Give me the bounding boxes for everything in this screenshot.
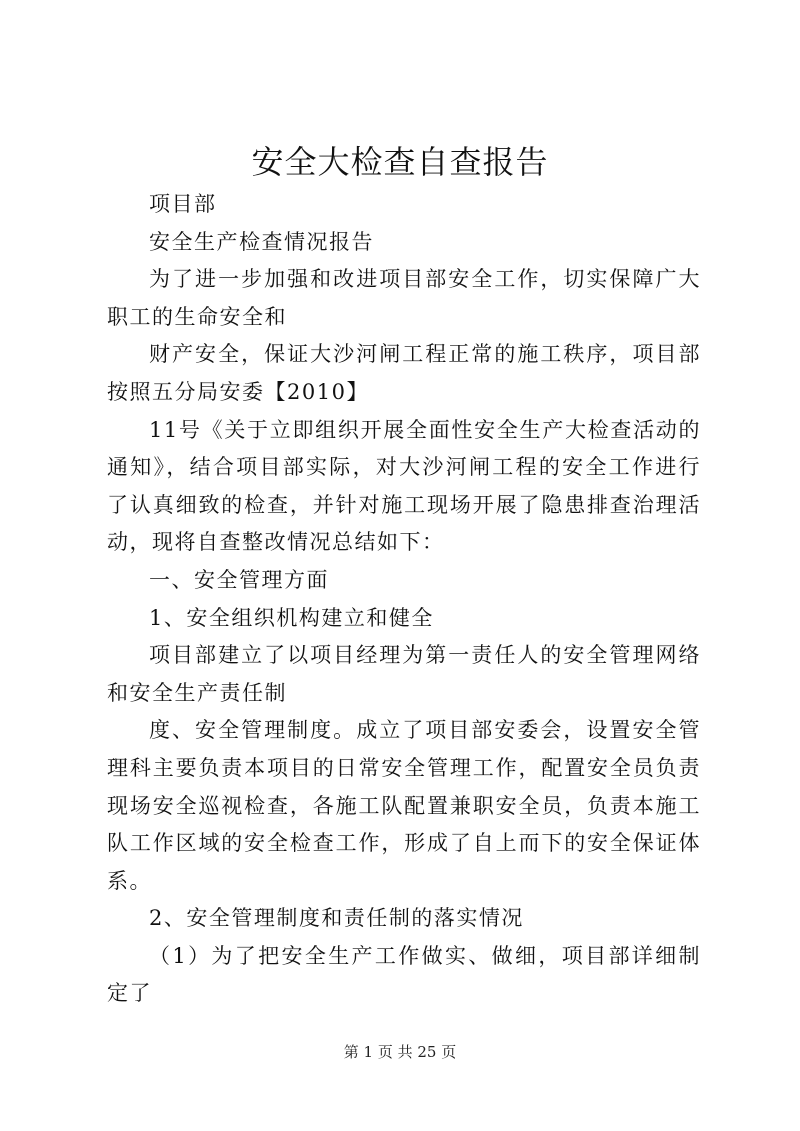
page-title: 安全大检查自查报告 — [251, 143, 549, 181]
paragraph-item-1: （1）为了把安全生产工作做实、做细，项目部详细制定了 — [107, 943, 701, 1006]
paragraph-property-safety: 财产安全，保证大沙河闸工程正常的施工秩序，项目部按照五分局安委【2010】 — [107, 342, 701, 404]
paragraph-report-subtitle: 安全生产检查情况报告 — [149, 229, 374, 254]
paragraph-safety-network: 项目部建立了以项目经理为第一责任人的安全管理网络和安全生产责任制 — [107, 643, 701, 705]
section-heading-safety-management: 一、安全管理方面 — [149, 567, 329, 592]
paragraph-intro: 为了进一步加强和改进项目部安全工作，切实保障广大职工的生命安全和 — [107, 267, 701, 329]
document-body — [107, 186, 701, 1013]
subheading-responsibility: 2、安全管理制度和责任制的落实情况 — [149, 906, 524, 931]
page-footer: 第 1 页 共 25 页 — [343, 1043, 457, 1061]
paragraph-notice-reference: 11号《关于立即组织开展全面性安全生产大检查活动的通知》，结合项目部实际，对大沙河闸工程的安全工作进行了认真细致的检查，并针对施工现场开展了隐患排查治理活动，现将自查整改情况总结如下： — [107, 417, 701, 555]
paragraph-safety-system: 度、安全管理制度。成立了项目部安委会，设置安全管理科主要负责本项目的日常安全管理工作，配置安全员负责现场安全巡视检查，各施工队配置兼职安全员，负责本施工队工作区域的安全检查工作，形成了自上而下的安全保证体系。 — [107, 718, 701, 893]
paragraph-department: 项目部 — [149, 192, 217, 216]
subheading-organization: 1、安全组织机构建立和健全 — [149, 605, 434, 630]
